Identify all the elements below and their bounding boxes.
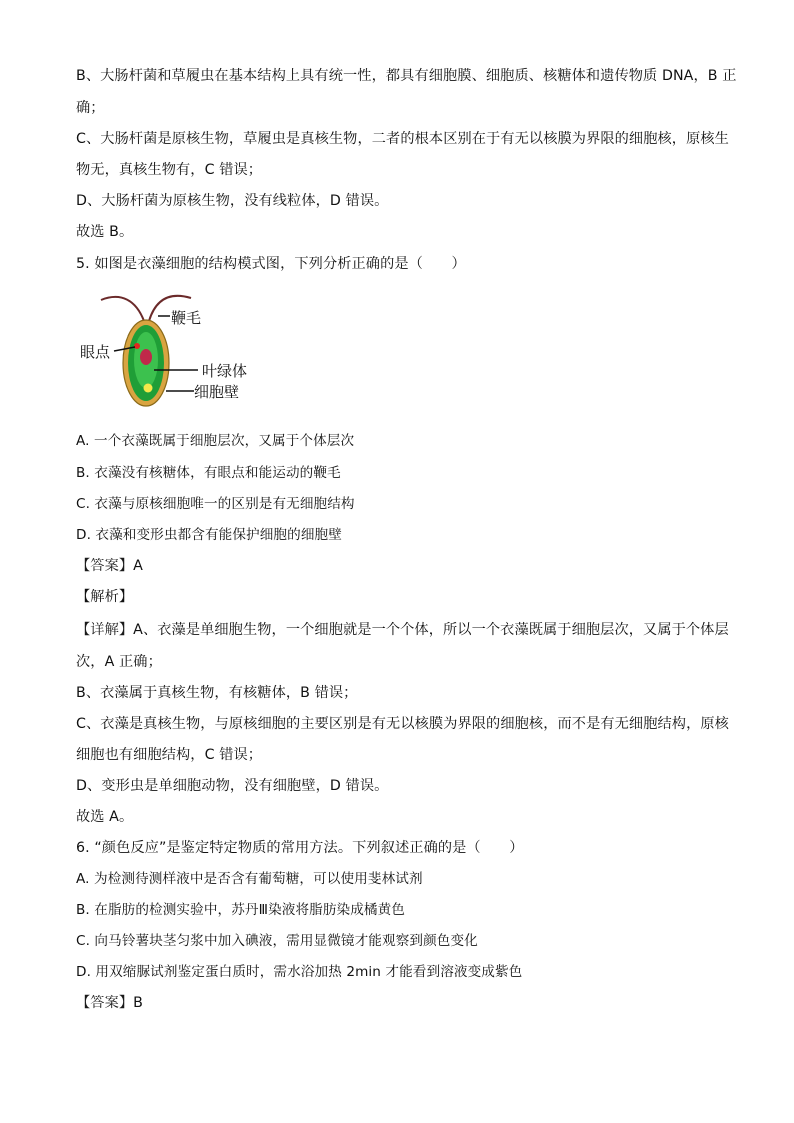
answer-value: B	[133, 995, 143, 1011]
answer-tag: 【答案】	[76, 995, 134, 1011]
q5-detail-line	[76, 620, 729, 640]
label-cell-wall: 细胞壁	[194, 383, 240, 401]
label-flagellum: 鞭毛	[171, 309, 202, 327]
q6-option-a: A. 为检测待测样液中是否含有葡萄糖，可以使用斐林试剂	[76, 871, 423, 887]
q6-option-b: B. 在脂肪的检测实验中，苏丹Ⅲ染液将脂肪染成橘黄色	[76, 902, 406, 918]
question-5-stem: 5. 如图是衣藻细胞的结构模式图，下列分析正确的是（ ）	[76, 256, 466, 272]
q5-detail-line: C、衣藻是真核生物，与原核细胞的主要区别是有无以核膜为界限的细胞核，而不是有无细胞结构，原核	[76, 716, 729, 732]
question-6-stem: 6. “颜色反应”是鉴定特定物质的常用方法。下列叙述正确的是（ ）	[76, 840, 524, 856]
label-eyespot: 眼点	[80, 343, 111, 361]
answer-tag: 【答案】	[76, 558, 134, 574]
detail-tag: 【详解】	[76, 622, 134, 638]
text-line: B、大肠杆菌和草履虫在基本结构上具有统一性，都具有细胞膜、细胞质、核糖体和遗传物质 DNA，B 正	[76, 68, 737, 84]
q5-answer	[76, 556, 143, 576]
q5-detail-line: D、变形虫是单细胞动物，没有细胞壁，D 错误。	[76, 778, 389, 794]
label-chloroplast: 叶绿体	[202, 362, 248, 380]
text-line: 故选 B。	[76, 224, 134, 240]
q6-option-d: D. 用双缩脲试剂鉴定蛋白质时，需水浴加热 2min 才能看到溶液变成紫色	[76, 964, 523, 980]
answer-value: A	[133, 558, 143, 574]
q5-option-d: D. 衣藻和变形虫都含有能保护细胞的细胞壁	[76, 527, 342, 543]
q5-detail-line: 细胞也有细胞结构，C 错误；	[76, 747, 263, 763]
q5-detail-line: 故选 A。	[76, 809, 134, 825]
q5-option-b: B. 衣藻没有核糖体，有眼点和能运动的鞭毛	[76, 465, 341, 481]
q5-option-a: A. 一个衣藻既属于细胞层次，又属于个体层次	[76, 433, 355, 449]
text-line: C、大肠杆菌是原核生物，草履虫是真核生物，二者的根本区别在于有无以核膜为界限的细胞核，原核生	[76, 131, 729, 147]
q5-detail-line: B、衣藻属于真核生物，有核糖体，B 错误；	[76, 685, 358, 701]
q6-answer	[76, 993, 143, 1013]
text-line: 确；	[76, 100, 105, 116]
q6-option-c: C. 向马铃薯块茎匀浆中加入碘液，需用显微镜才能观察到颜色变化	[76, 933, 478, 949]
text-line: D、大肠杆菌为原核生物，没有线粒体，D 错误。	[76, 193, 389, 209]
q5-option-c: C. 衣藻与原核细胞唯一的区别是有无细胞结构	[76, 496, 355, 512]
q5-analysis-tag: 【解析】	[76, 589, 134, 605]
chlamydomonas-diagram	[76, 288, 316, 408]
text-line: 物无，真核生物有，C 错误；	[76, 162, 263, 178]
q5-detail-line: 次，A 正确；	[76, 654, 162, 670]
detail-text: A、衣藻是单细胞生物，一个细胞就是一个个体，所以一个衣藻既属于细胞层次，又属于个体层	[133, 622, 729, 638]
